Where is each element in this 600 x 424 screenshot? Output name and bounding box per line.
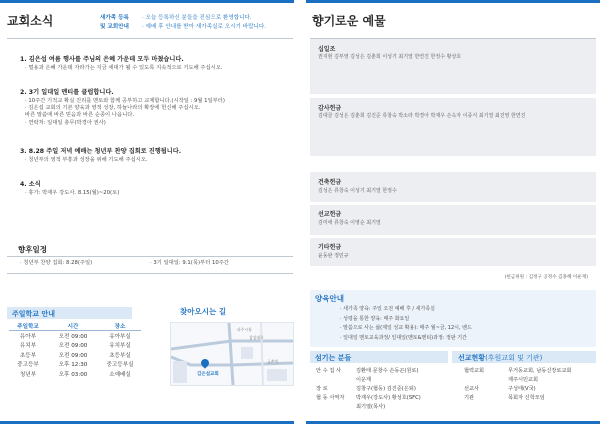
servants-names: 박재우(강도사) 황성호(SFC) — [356, 395, 421, 401]
table-row — [9, 341, 141, 351]
worship-cell: 유아부 — [19, 333, 37, 340]
offering-box-tithe — [310, 39, 596, 94]
worship-cell: 청년부 — [19, 371, 37, 378]
location-map — [170, 322, 294, 386]
worship-table — [9, 322, 141, 379]
mission-row — [464, 385, 571, 394]
schedule-item: · 3기 일대일: 9.1(목)부터 10주간 — [150, 260, 229, 266]
offering-names: 김대골 김성은 김춘희 김진준 류창숙 박소라 박경아 박재우 손옥자 이종식 최기열 최진영 한연진 — [318, 113, 526, 119]
servants-names: 이운재 — [356, 377, 372, 383]
left-top-bar — [0, 0, 294, 3]
welcome-label — [100, 14, 129, 32]
mission-names: 무거동교회, 남동신장로교회 — [508, 368, 572, 374]
worship-cell: 오전 09:00 — [58, 352, 88, 359]
schedule-divider-top — [7, 256, 293, 257]
table-row — [9, 331, 141, 341]
worship-cell: 오후 03:00 — [58, 371, 88, 378]
worship-cell: 중고등부실 — [106, 362, 134, 369]
mission-names: 목회자 신학모임 — [508, 395, 545, 401]
news-divider — [7, 38, 293, 39]
offering-names: 김미애 류창숙 이영순 최기열 — [318, 220, 381, 226]
right-top-bar — [306, 0, 600, 3]
offering-names: 김성은 류창숙 이성기 최기열 한정수 — [318, 188, 397, 194]
welcome-label-line2: 및 교회안내 — [100, 24, 129, 30]
worship-cell: 유치부 — [19, 343, 37, 350]
servants-row — [316, 385, 421, 394]
worship-cell: 소예배실 — [109, 371, 131, 378]
mission-role — [464, 376, 508, 385]
servants-row — [316, 403, 421, 412]
worship-cell: 초등부실 — [109, 352, 131, 359]
guide-title: 양육안내 — [315, 294, 344, 303]
worship-header-row — [9, 322, 141, 331]
worship-title: 주일학교 안내 — [12, 310, 56, 318]
worship-cell: 오전 09:00 — [58, 343, 88, 350]
guide-item: · 새가족 양육: 주일 오전 예배 후 / 새가족실 — [340, 306, 435, 312]
news-item-2 — [20, 87, 225, 127]
map-title: 찾아오시는 길 — [180, 307, 227, 316]
worship-cell: 중고등부 — [17, 362, 39, 369]
guide-item: · 일대일 멘토교육과정/ 일대일(멘토&멘티)과정: 정판 기간 — [340, 334, 467, 341]
news-item-title: 3. 8.28 주일 저녁 예배는 청년부 찬양 집회로 진행됩니다. — [20, 148, 182, 155]
offering-note: (헌금위원 : 김정구 공정수 김종혜 이운재) — [504, 275, 588, 280]
servants-list — [316, 367, 421, 412]
worship-col-header: 시간 — [47, 322, 99, 331]
servants-title: 섬기는 분들 — [315, 354, 352, 362]
news-item-sub: 바른 말씀에 바른 믿음과 바른 순종이 나옵니다. — [25, 112, 135, 119]
offering-box-mission — [310, 205, 596, 235]
servants-role: 장 로 — [316, 386, 328, 392]
news-item-sub: · 멀용과 은혜 가운데 자라가는 지금 세대가 될 수 있도록 지속적으로 기도해 주십시오. — [25, 65, 223, 71]
table-row — [9, 360, 141, 370]
mission-title — [458, 353, 542, 363]
offering-label: 선교헌금 — [318, 211, 342, 218]
worship-cell: 오후 12:30 — [58, 362, 88, 369]
servants-row — [316, 394, 421, 403]
schedule-item: · 청년부 찬양 집회: 8.28(주일) — [20, 260, 93, 266]
worship-cell: 오전 09:00 — [58, 333, 88, 340]
mission-role: 기관 — [464, 395, 475, 401]
map-church-label: 김은섭교회 — [197, 372, 219, 377]
servants-role — [316, 376, 356, 385]
worship-col-header: 장소 — [99, 322, 141, 331]
offering-label: 기타헌금 — [318, 244, 342, 251]
news-item-4 — [20, 179, 119, 197]
news-item-sub: · 연락처: 일대일 총무(박경아 권사) — [25, 119, 106, 126]
mission-title-main: 선교현황 — [458, 354, 486, 362]
news-item-title: 1. 김은섭 여름 행사를 주님의 은혜 가운데 모두 마쳤습니다. — [20, 56, 184, 63]
servants-names: 김환태 문창수 손동곤(원로) — [356, 368, 419, 374]
servants-names: 최기열(목사) — [356, 404, 386, 410]
worship-col-header: 주일학교 — [9, 322, 47, 331]
mission-row — [464, 367, 571, 376]
news-item-sub: · 김은섭 교회의 기본 양육과 영적 성장, 하늘나라의 확장에 헌신해 주십시오. — [25, 105, 201, 112]
map-road-label: 파주시청 — [237, 327, 252, 332]
welcome-text — [142, 14, 266, 32]
schedule-divider-bottom — [7, 273, 293, 274]
news-item-sub: · 청년부의 영적 부흥과 성장을 위해 기도해 주십시오. — [25, 157, 148, 163]
map-road-label: 삼성대로 — [249, 335, 264, 340]
page-title-offering: 향기로운 예물 — [312, 14, 386, 28]
news-item-3 — [20, 146, 181, 164]
news-item-title: 2. 3기 일대일 멘티를 클럽합니다. — [20, 89, 114, 96]
servants-row — [316, 376, 421, 385]
offering-box-building — [310, 172, 596, 202]
news-item-1 — [20, 54, 223, 72]
mission-names: 제주시민교회 — [508, 377, 539, 383]
mission-row — [464, 376, 571, 385]
news-item-sub: · 10주간 기적교 확실 진리를 멘토와 함께 공부하고 교제합니다.(시작일 : 9월 1일부터) — [25, 98, 225, 104]
table-row — [9, 369, 141, 379]
news-item-title: 4. 소식 — [20, 181, 41, 188]
map-road-label: 금촌역 — [267, 359, 279, 364]
mission-title-paren: (후원교회 및 기관) — [485, 354, 543, 362]
servants-row — [316, 367, 421, 376]
offering-names: 윤동완 정민규 — [318, 253, 349, 259]
mission-names: 구성태(V국) — [508, 386, 536, 392]
offering-label: 십일조 — [318, 46, 336, 53]
schedule-title: 향후일정 — [18, 245, 47, 254]
worship-table-wrap — [9, 322, 141, 379]
mission-row — [464, 394, 571, 403]
offering-names: 권지현 김부영 김성은 김춘희 이성기 최기열 한연진 한정수 황상호 — [318, 54, 462, 60]
worship-cell: 유아부실 — [109, 333, 131, 340]
guide-item: · 성령을 통한 양육: 매주 화요일 — [340, 315, 410, 322]
offering-label: 건축헌금 — [318, 179, 342, 186]
guide-list — [340, 305, 472, 343]
servants-role: 안 수 집 사 — [316, 368, 341, 374]
offering-box-thanks — [310, 98, 596, 156]
mission-role: 협력교회 — [464, 368, 485, 374]
servants-names: 김창구(협동) 김진준(은퇴) — [356, 386, 416, 392]
welcome-line2: · 예배 후 안내를 받아 새가족실로 오시기 바랍니다. — [142, 24, 267, 30]
worship-cell: 초등부 — [19, 352, 37, 359]
news-item-sub: · 휴가: 박재우 강도사. 8.15(월)~20(토) — [25, 190, 120, 196]
worship-cell: 유치부실 — [109, 343, 131, 350]
table-row — [9, 350, 141, 360]
guide-item: · 말씀으로 사는 삶(제일 성교 확용): 매주 월~금, 12시, 밴드 — [340, 325, 472, 331]
servants-role — [316, 403, 356, 412]
offering-label: 감사헌금 — [318, 105, 342, 112]
welcome-label-line1: 새가족 등록 — [100, 15, 129, 21]
offering-box-other — [310, 238, 596, 266]
servants-role: 협 동 사역자 — [316, 395, 345, 401]
map-drawing — [171, 323, 293, 385]
mission-role: 선교사 — [464, 386, 480, 392]
mission-list — [464, 367, 571, 403]
page-title-news: 교회소식 — [7, 14, 54, 28]
welcome-line1: · 오늘 등록하신 분들을 진심으로 환영합니다. — [142, 15, 252, 21]
